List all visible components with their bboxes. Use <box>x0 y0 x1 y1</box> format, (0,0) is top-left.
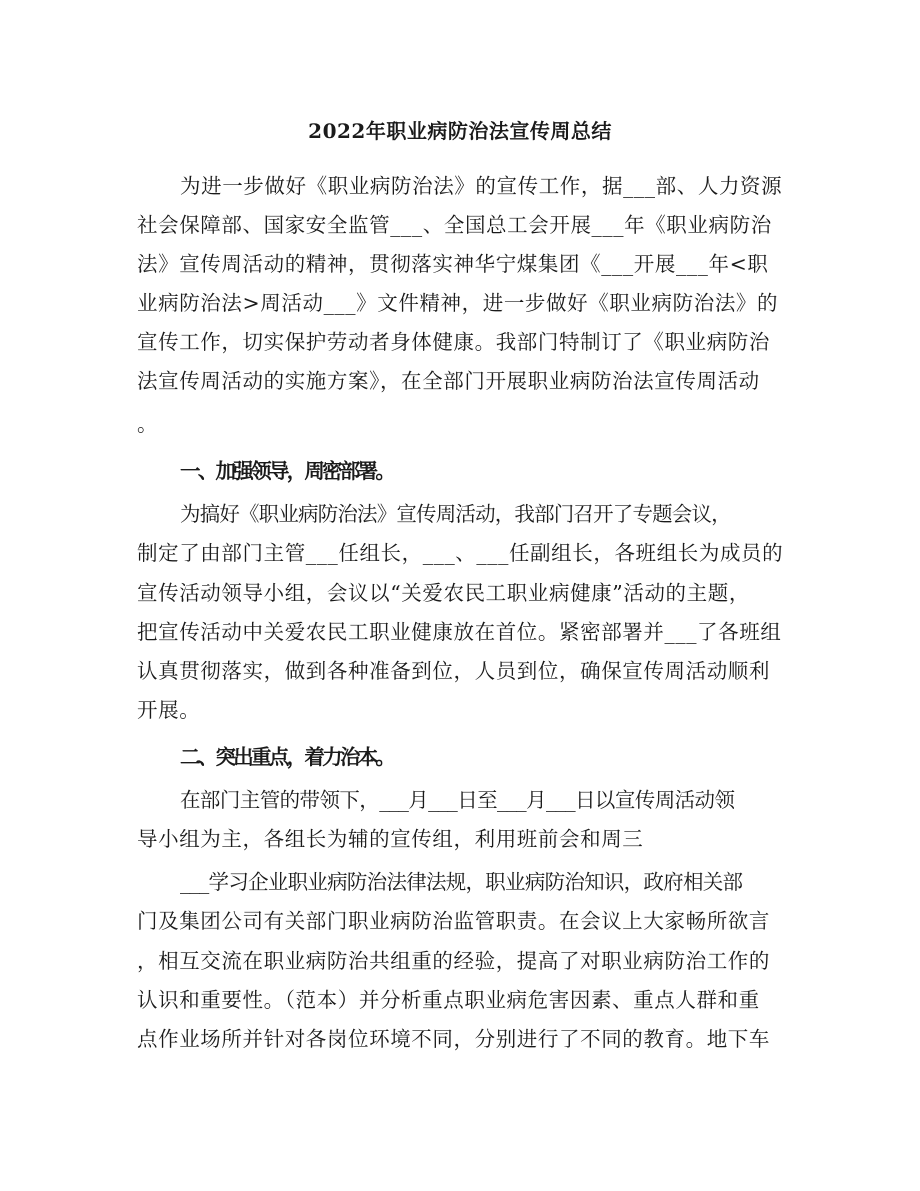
paragraph-line: 。 <box>137 412 159 436</box>
paragraph-line: 宣传工作，切实保护劳动者身体健康。我部门特制订了《职业病防治 <box>137 330 770 354</box>
section-heading: 一、加强领导，周密部署。 <box>180 459 394 483</box>
paragraph-line: 门及集团公司有关部门职业病防治监管职责。在会议上大家畅所欲言 <box>137 909 770 933</box>
paragraph-line: 开展。 <box>137 698 201 722</box>
paragraph-line: 为搞好《职业病防治法》宣传周活动，我部门召开了专题会议， <box>180 502 731 526</box>
paragraph-line: 为进一步做好《职业病防治法》的宣传工作，据___部、人力资源 <box>180 174 783 198</box>
paragraph-line: 制定了由部门主管___任组长，___、___任副组长，各班组长为成员的 <box>137 541 784 565</box>
paragraph-line: 在部门主管的带领下，___月___日至___月___日以宣传周活动领 <box>180 788 735 812</box>
paragraph-line: 认真贯彻落实，做到各种准备到位，人员到位，确保宣传周活动顺利 <box>137 659 770 683</box>
paragraph-line: 认识和重要性。（范本）并分析重点职业病危害因素、重点人群和重 <box>137 988 760 1012</box>
paragraph-line: 法》宣传周活动的精神，贯彻落实神华宁煤集团《___开展___年<职 <box>137 252 769 276</box>
paragraph-line: 点作业场所并针对各岗位环境不同，分别进行了不同的教育。地下车 <box>137 1027 770 1051</box>
paragraph-line: ___学习企业职业病防治法律法规，职业病防治知识，政府相关部 <box>180 870 743 894</box>
section-heading: 二、突出重点，着力治本。 <box>180 745 394 769</box>
paragraph-line: 宣传活动领导小组，会议以“关爱农民工职业病健康”活动的主题， <box>137 581 750 605</box>
paragraph-line: 法宣传周活动的实施方案》，在全部门开展职业病防治法宣传周活动 <box>137 369 760 393</box>
paragraph-line: 把宣传活动中关爱农民工职业健康放在首位。紧密部署并___了各班组 <box>137 620 782 644</box>
paragraph-line: ，相互交流在职业病防治共组重的经验，提高了对职业病防治工作的 <box>137 949 770 973</box>
paragraph-line: 社会保障部、国家安全监管___、全国总工会开展___年《职业病防治 <box>137 213 772 237</box>
document-title: 2022年职业病防治法宣传周总结 <box>308 119 612 143</box>
paragraph-line: 导小组为主，各组长为辅的宣传组，利用班前会和周三 <box>137 827 644 851</box>
paragraph-line: 业病防治法>周活动___》文件精神，进一步做好《职业病防治法》的 <box>137 291 779 315</box>
